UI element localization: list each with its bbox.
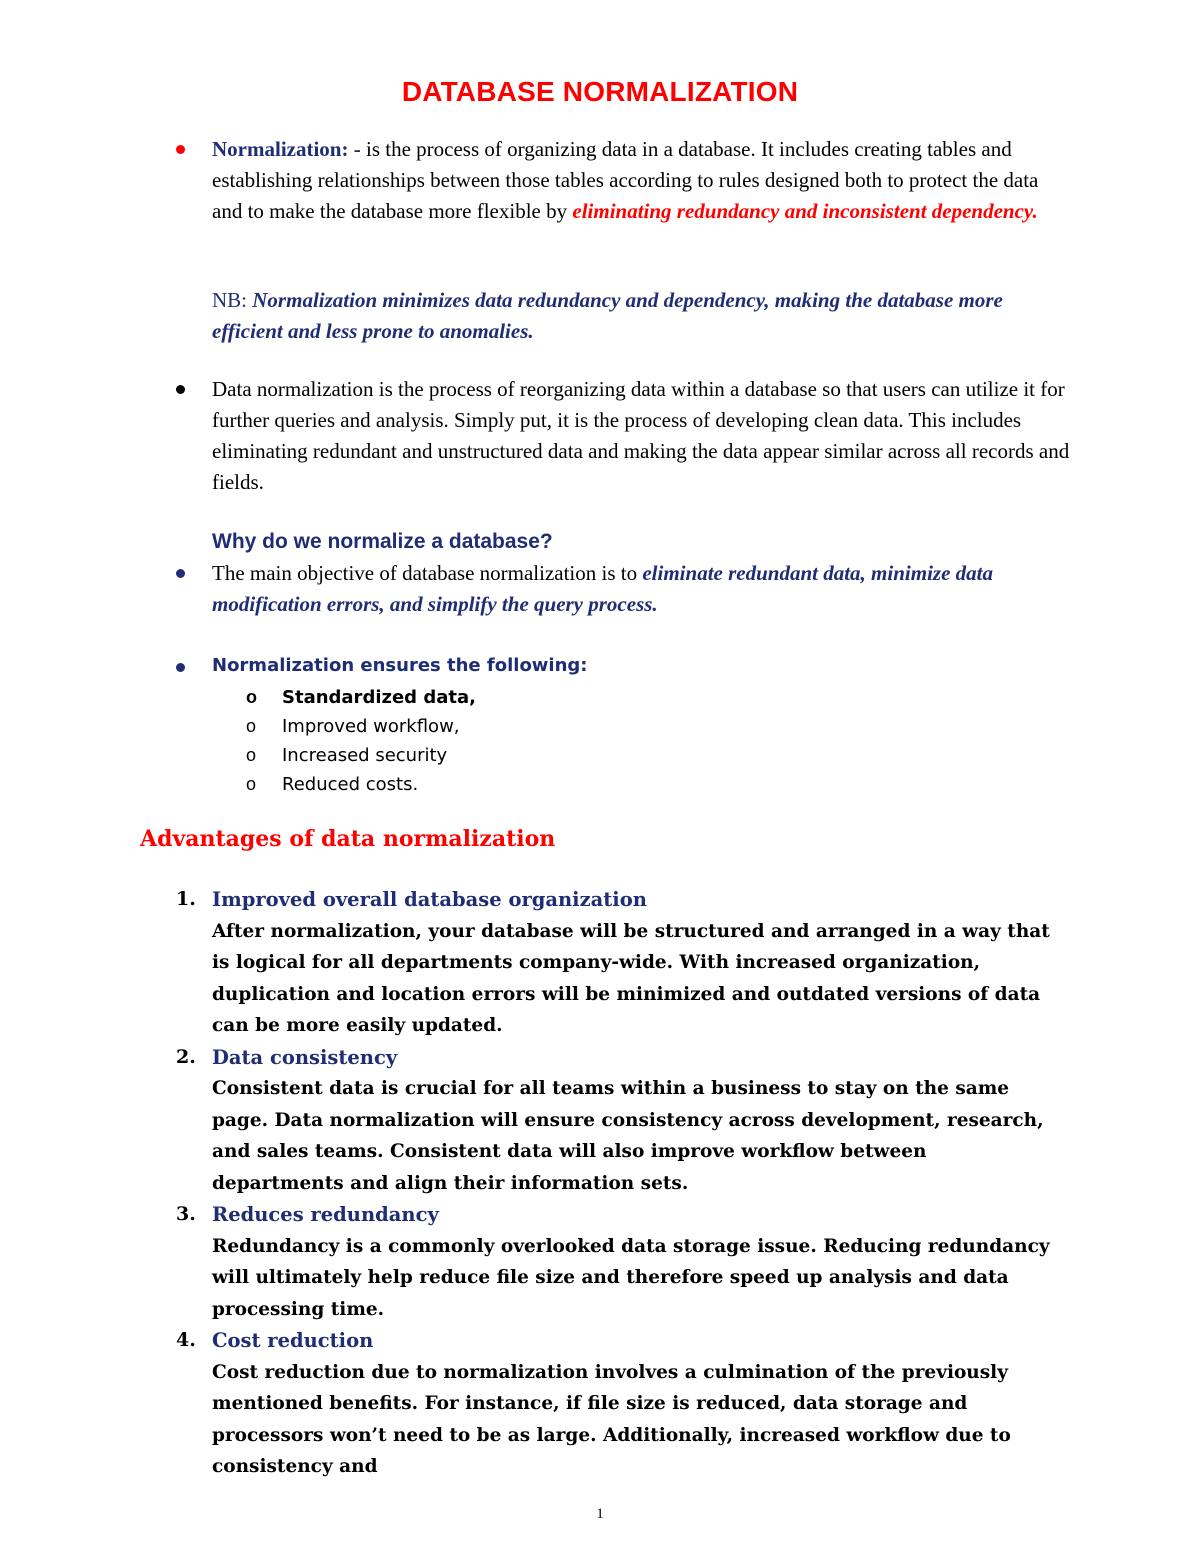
term-label: Normalization: [212,137,349,161]
objective-emphasis: eliminate redundant data, minimize data modification errors, and simplify the query process. [212,561,993,616]
item-title: Data consistency [212,1045,398,1069]
circle-bullet-icon: o [246,774,257,794]
list-item: o Reduced costs. [246,770,476,799]
bullet-dot [176,385,185,394]
list-item [168,1325,1068,1483]
circle-bullet-icon: o [246,745,257,765]
item-number: 1. [176,888,196,910]
definition-emphasis: eliminating redundancy and inconsistent dependency. [572,199,1038,223]
bullet-dot [176,569,185,578]
item-body: Cost reduction due to normalization involves a culmination of the previously mentioned benefits. For instance, if file size is reduced, data storage and processors won’t need to be as large. Additionally, increased workflow due to consistency and [212,1361,1011,1477]
objective-lead: The main objective of database normalization is to [212,561,643,585]
bullet-dot [176,145,185,154]
nb-text: Normalization minimizes data redundancy and dependency, making the database more efficient and less prone to anomalies. [212,288,1003,343]
list-item [168,1199,1068,1325]
term-dash: - [348,137,366,161]
page-number: 1 [596,1506,604,1522]
item-title: Reduces redundancy [212,1203,439,1226]
item-number: 3. [176,1203,196,1225]
item-body: Consistent data is crucial for all teams within a business to stay on the same page. Data normalization will ensure consistency across development, research, and sales teams. Consistent data will also improve workflow between departments and align their information sets. [212,1078,1044,1194]
item-title: Cost reduction [212,1329,374,1352]
item-title: Improved overall database organization [212,888,647,911]
why-heading: Why do we normalize a database? [212,530,553,553]
nb-label: NB: [212,288,253,312]
list-item: o Improved workflow, [246,712,476,741]
nb-paragraph [212,285,1072,347]
data-normalization-paragraph: Data normalization is the process of reorganizing data within a database so that users can utilize it for further queries and analysis. Simply put, it is the process of developing clean data. This includes eliminating redundant and unstructured data and making the data appear similar across all records and fields. [212,377,1070,494]
definition-text: is the process of organizing data in a database. It includes creating tables and establishing relationships between those tables according to rules designed both to protect the data and to make the database more flexible by [212,137,1039,223]
bullet-dot [176,663,185,672]
circle-bullet-icon: o [246,687,257,707]
list-item [168,884,1068,1042]
objective-paragraph [212,558,1072,620]
item-number: 2. [176,1045,196,1068]
definition-paragraph [212,134,1072,227]
item-body: After normalization, your database will be structured and arranged in a way that is logical for all departments company-wide. With increased organization, duplication and location errors will be minimized and outdated versions of data can be more easily updated. [212,920,1050,1036]
item-body: Redundancy is a commonly overlooked data storage issue. Reducing redundancy will ultimately help reduce file size and therefore speed up analysis and data processing time. [212,1235,1050,1320]
list-item: o Increased security [246,741,476,770]
item-number: 4. [176,1329,196,1351]
list-item [168,1042,1068,1200]
ensures-list [246,683,476,799]
advantages-heading: Advantages of data normalization [140,826,556,852]
circle-bullet-icon: o [246,716,257,736]
page-title: DATABASE NORMALIZATION [401,76,799,107]
ensures-heading: Normalization ensures the following: [212,655,588,676]
list-item: o Standardized data, [246,683,476,712]
advantages-list [168,884,1068,1483]
